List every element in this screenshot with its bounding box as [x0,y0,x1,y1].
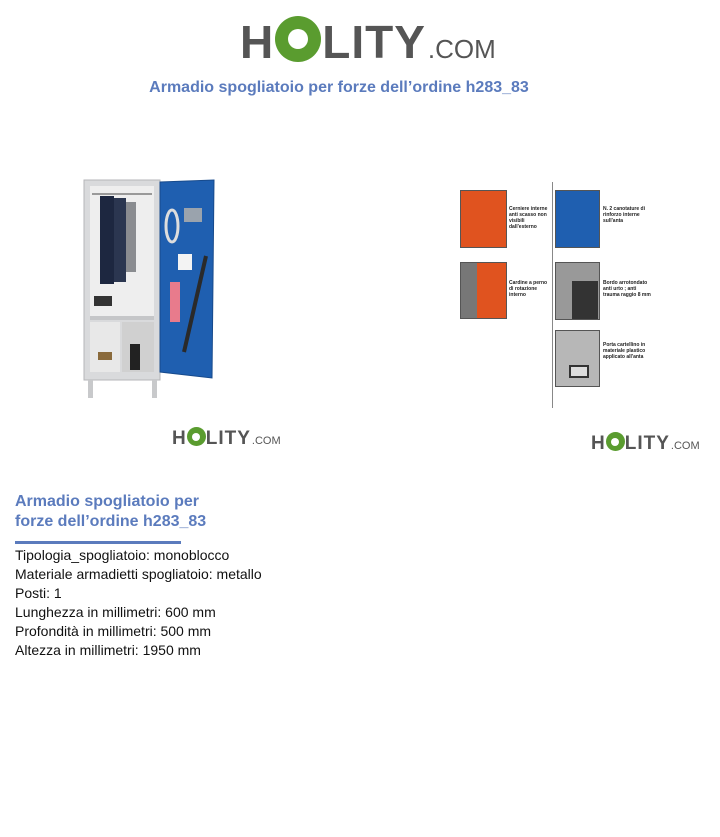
spec-list [15,546,262,660]
logo-letters-lity: LITY [322,16,426,68]
logo-letter-h: H [172,428,187,449]
logo-com: .COM [670,440,700,452]
detail-label: N. 2 canotature di rinforzo interne sull'anta [603,206,645,224]
detail-label: Bordo arrotondato anti urto ; anti trauma raggio 8 mm [603,280,651,298]
detail-label: Cardine a perno di rotazione interno [509,280,548,298]
locker-image [78,172,220,400]
logo-letter-h: H [240,16,275,68]
detail-pivot-image [460,262,507,319]
detail-label: Porta cartellino in materiale plastico applicato all'anta [603,342,646,360]
watermark-logo [591,430,700,455]
logo-letters-lity: LITY [624,433,670,454]
spec-item: Posti: 1 [15,585,62,601]
logo-o-icon [187,427,206,446]
spec-item: Tipologia_spogliatoio: monoblocco [15,547,230,563]
logo-letters-lity: LITY [205,428,251,449]
watermark-logo [172,425,281,450]
detail-edge-image [555,262,600,320]
spec-item: Materiale armadietti spogliatoio: metallo [15,566,262,582]
logo-com: .COM [251,435,281,447]
spec-item: Lunghezza in millimetri: 600 mm [15,604,216,620]
detail-hinge-image [460,190,507,248]
section-title-line: forze dell’ordine h283_83 [15,513,207,530]
section-title-line: Armadio spogliatoio per [15,493,200,510]
spec-item: Altezza in millimetri: 1950 mm [15,642,201,658]
logo-o-icon [275,16,321,62]
section-title [15,492,255,532]
brand-logo[interactable] [240,12,496,70]
detail-label: Cerniere interne anti scasso non visibili dall'esterno [509,206,548,230]
detail-reinforcement-image [555,190,600,248]
spec-item: Profondità in millimetri: 500 mm [15,623,212,639]
detail-image [455,182,655,410]
logo-letter-h: H [591,433,606,454]
page-title: Armadio spogliatoio per forze dell’ordine h283_83 [149,79,529,96]
detail-cardholder-image [555,330,600,387]
logo-o-icon [606,432,625,451]
title-underline [15,541,181,544]
logo-com: .COM [427,34,496,64]
